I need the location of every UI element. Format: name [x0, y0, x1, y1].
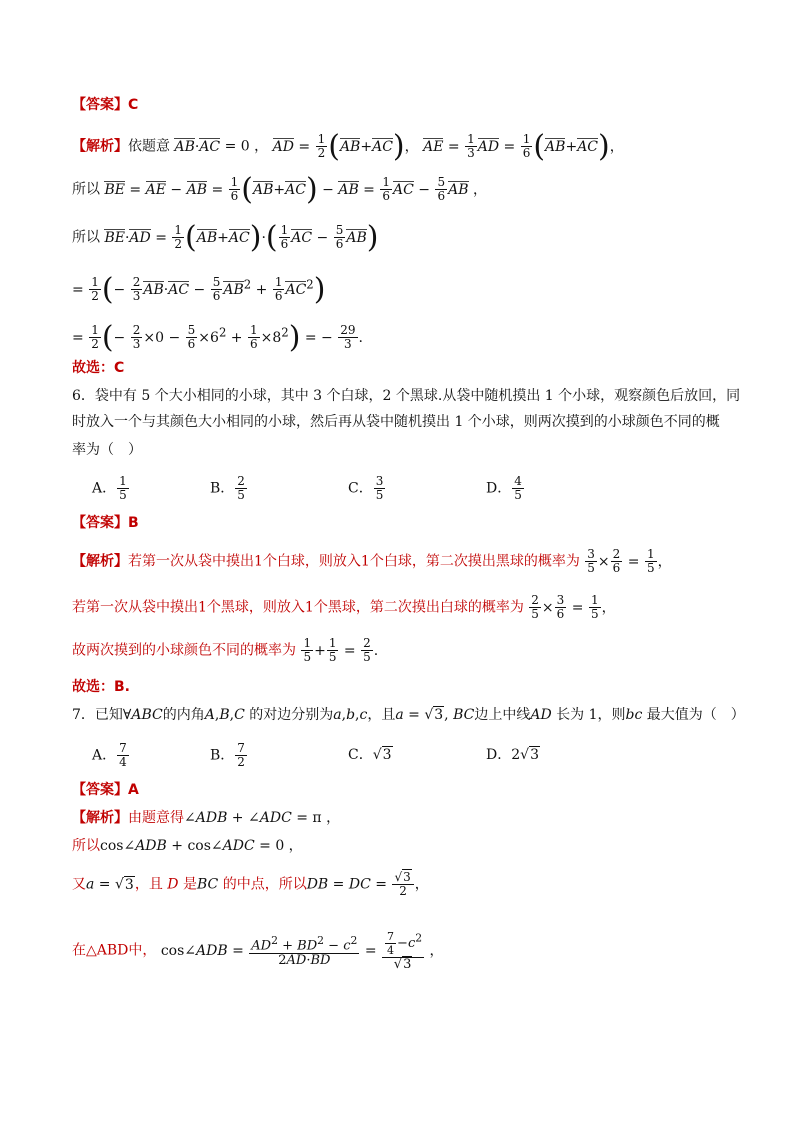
q6-stem-3: 率为（ ） [72, 442, 142, 458]
q7-option-a[interactable]: A． $\frac{7}{4}$ [92, 741, 127, 769]
answer-tag: 【答案】 [72, 97, 128, 113]
q5-eq-be: BE = AE − AB = $\frac{1}{6}$ (AB+AC) − AB = $\frac{1}{6}$ AC − $\frac{5}{6}$ AB ， [104, 171, 487, 207]
q6-answer-value: B [128, 515, 139, 531]
q5-analysis-line-4 [72, 271, 326, 307]
q7-analysis-line-3: 又a = √3，且 D 是BC 的中点，所以DB = DC = $\frac{√3}{2}$ ， [72, 870, 429, 898]
q5-answer-value: C [128, 97, 139, 113]
q5-analysis-line-5 [72, 319, 363, 355]
analysis-tag: 【解析】 [72, 138, 128, 155]
q5-dot-zero: = 0 ， [224, 138, 269, 155]
q6-stem-2: 时放入一个与其颜色大小相同的小球，然后再从袋中随机摸出 1 个小球，则两次摸到的小球颜色不同的概 [72, 414, 720, 430]
q6-choose-value: B. [114, 679, 130, 695]
q7-option-b[interactable]: B． $\frac{7}{2}$ [210, 741, 245, 769]
q6-option-c[interactable]: C． $\frac{3}{5}$ [348, 474, 384, 502]
q6-choose-line: 故选：B. [72, 679, 130, 695]
q5-choose-value: C [114, 360, 125, 376]
q7-option-d[interactable]: D．2√3 [486, 747, 539, 763]
q7-analysis-line-1: 【解析】由题意得∠ADB + ∠ADC = π ， [72, 810, 341, 826]
q6-stem-line-2 [72, 412, 720, 432]
q5-eq-ae: AE = $\frac{1}{3}$ AD = $\frac{1}{6}$ (AB+AC)， [423, 128, 624, 164]
q5-analysis-line-2 [72, 171, 487, 207]
q5-answer-line [72, 95, 138, 115]
q5-eq-dot: AB·AC [174, 138, 221, 155]
q6-analysis-1: 若第一次从袋中摸出1个白球，则放入1个白球，第二次摸出黑球的概率为 [128, 553, 580, 570]
q5-so-2: 所以 [72, 229, 100, 246]
q7-analysis-line-2: 所以cos∠ADB + cos∠ADC = 0 ， [72, 838, 303, 854]
q5-choose-line [72, 358, 124, 378]
q6-analysis-line-2 [72, 594, 616, 621]
q6-eq-2: $\frac{2}{5}$ × $\frac{3}{6}$ = $\frac{1}{5}$ ， [531, 593, 616, 621]
q6-analysis-line-3 [72, 637, 378, 664]
q5-eq-ad: AD = $\frac{1}{2}$ (AB+AC)， [272, 128, 419, 164]
q6-analysis-2: 若第一次从袋中摸出1个黑球，则放入1个黑球，第二次摸出白球的概率为 [72, 599, 524, 616]
q7-stem-line: 7．已知∀ABC的内角A,B,C 的对边分别为a,b,c，且a = √3, BC边上中线AD 长为 1，则bc 最大值为（ ） [72, 707, 745, 723]
q5-eq-dot-product: BE·AD = $\frac{1}{2}$ (AB+AC)·( $\frac{1}{6}$ AC − $\frac{5}{6}$ AB) [104, 219, 379, 255]
q5-analysis-line-1 [72, 128, 624, 164]
q7-answer-line: 【答案】A [72, 782, 139, 798]
q6-eq-3: $\frac{1}{5}$ + $\frac{1}{5}$ = $\frac{2}{5}$ . [303, 636, 379, 664]
q6-option-b[interactable]: B． $\frac{2}{5}$ [210, 474, 245, 502]
q7-number: 7． [72, 707, 95, 723]
q6-stem-1: 袋中有 5 个大小相同的小球，其中 3 个白球，2 个黑球.从袋中随机摸出 1 个小球，观察颜色后放回，同 [94, 388, 741, 404]
q5-intro-text: 依题意 [128, 138, 170, 155]
q6-option-d[interactable]: D． $\frac{4}{5}$ [486, 474, 522, 502]
q7-option-c[interactable]: C．√3 [348, 747, 392, 763]
q6-stem-line-1 [72, 386, 740, 406]
q6-answer-line: 【答案】B [72, 515, 139, 531]
q6-number: 6． [72, 388, 95, 404]
q5-eq-result: = $\frac{1}{2}$ (− $\frac{2}{3}$ ×0 − $\frac{5}{6}$ $\times 6^2$ + $\frac{1}{6}$ $\times 8^2$) = − $\frac{29}{3}$ . [72, 319, 363, 355]
choose-label: 故选： [72, 360, 114, 376]
q7-answer-value: A [128, 782, 139, 798]
q5-analysis-line-3 [72, 219, 379, 255]
q6-option-a[interactable]: A． $\frac{1}{5}$ [92, 474, 127, 502]
q6-eq-1: $\frac{3}{5}$ × $\frac{2}{6}$ = $\frac{1}{5}$ ， [587, 547, 672, 575]
q6-analysis-3: 故两次摸到的小球颜色不同的概率为 [72, 642, 296, 659]
q7-eq-cos: cos∠ADB = $\frac{AD^2 + BD^2 - c^2}{2AD\cdot BD}$ = $\frac{7}{4}$ $-c^2$ √3 ， [160, 930, 444, 972]
q7-analysis-line-4: 在△ABD中， cos∠ADB = $\frac{AD^2 + BD^2 - c^2}{2AD\cdot BD}$ = $\frac{7}{4}$ $-c^2$ √3 ， [72, 930, 444, 972]
q6-stem-line-3 [72, 440, 142, 460]
q5-eq-expand: = $\frac{1}{2}$ (− $\frac{2}{3}$ AB·AC − $\frac{5}{6}$ $AB^2$ + $\frac{1}{6}$ $AC^2$) [72, 271, 326, 307]
q5-so-1: 所以 [72, 181, 100, 198]
q6-analysis-line-1: 【解析】若第一次从袋中摸出1个白球，则放入1个白球，第二次摸出黑球的概率为 $\frac{3}{5}$ × $\frac{2}{6}$ = $\frac{1}{5}$ ， [72, 547, 672, 575]
